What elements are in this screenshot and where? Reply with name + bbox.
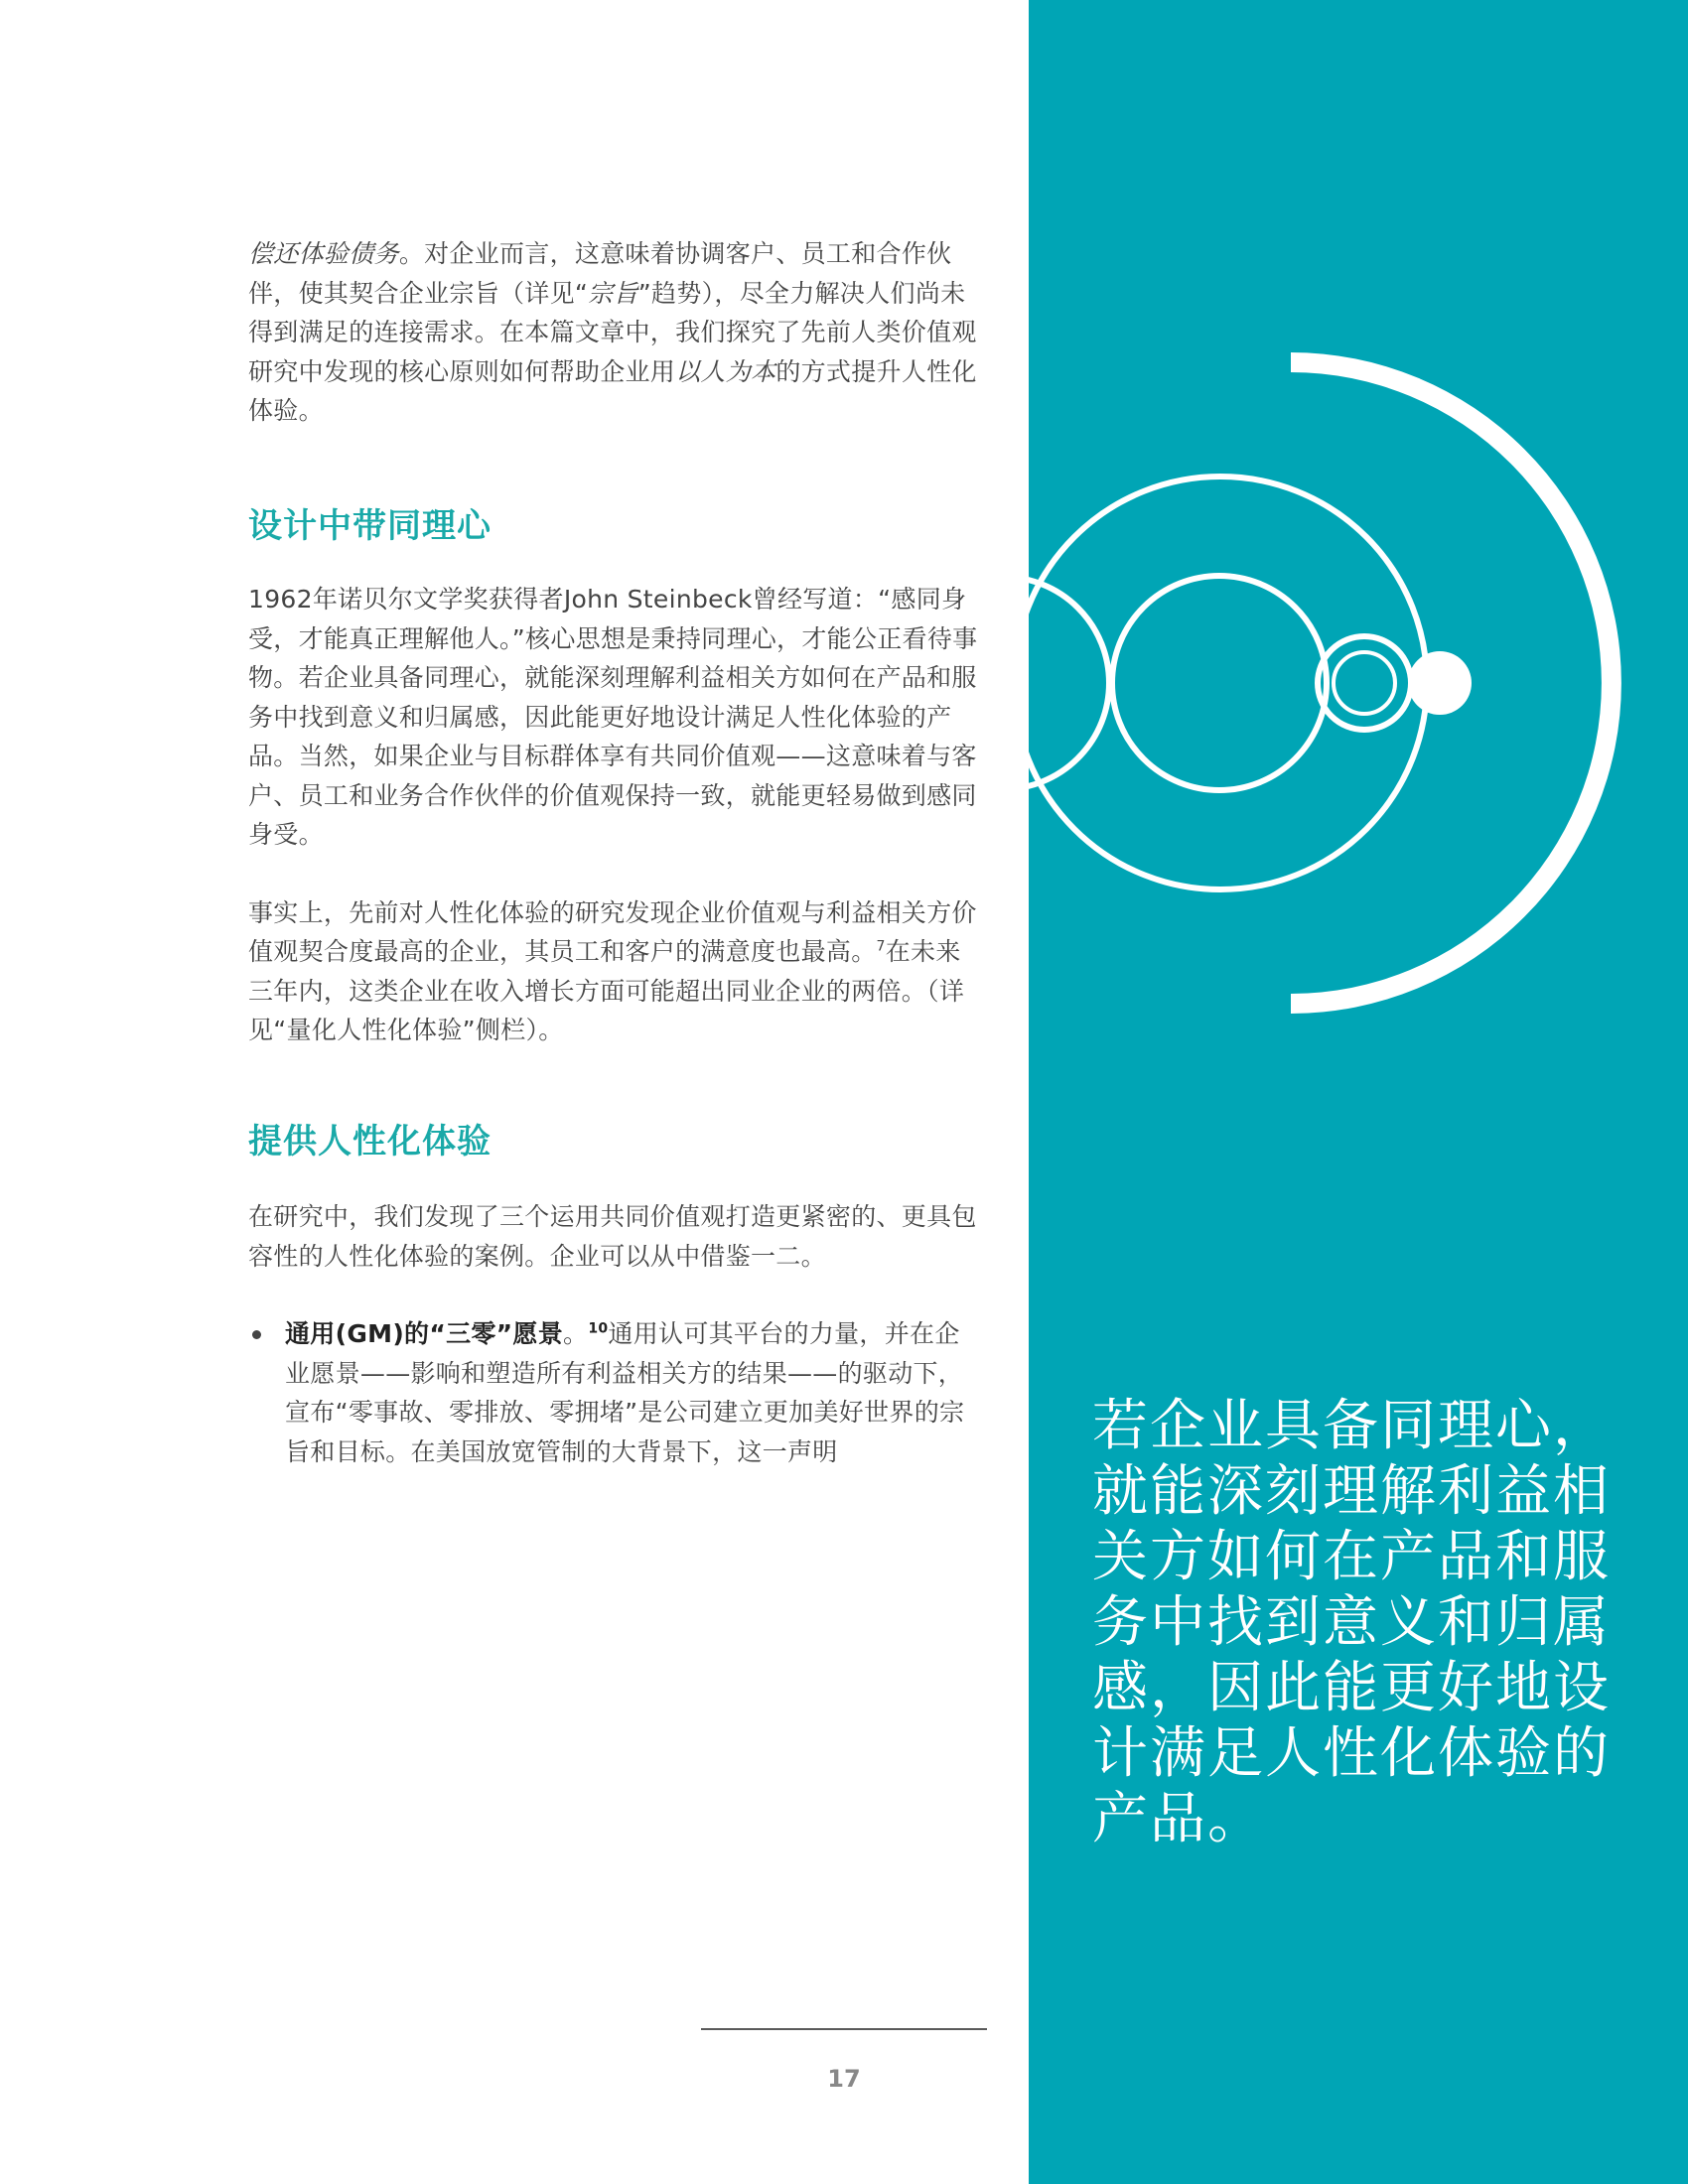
footnote-ref-10: 10 [588, 1320, 609, 1337]
intro-paragraph [248, 234, 983, 431]
empathy-paragraph-2 [248, 893, 983, 1050]
big-circle [1029, 477, 1427, 889]
bullet-bold-title: 通用(GM)的“三零”愿景 [285, 1319, 564, 1348]
human-experience-paragraph: 在研究中，我们发现了三个运用共同价值观打造更紧密的、更具包容性的人性化体验的案例。企业可以从中借鉴一二。 [248, 1202, 977, 1271]
bullet-dot-icon [252, 1330, 261, 1339]
medium-circle [1112, 576, 1327, 790]
inner-ring-circle [1334, 652, 1395, 714]
section-human-experience-body [248, 1197, 983, 1276]
circles-graphic-icon [1029, 0, 1688, 2184]
empathy-paragraph-1: 1962年诺贝尔文学奖获得者John Steinbeck曾经写道：“感同身受，才能真正理解他人。”核心思想是秉持同理心，才能公正看待事物。若企业具备同理心，就能深刻理解利益相关方如何在产品和服务中找到意义和归属感，因此能更好地设计满足人性化体验的产品。当然，如果企业与目标群体享有共同价值观——这意味着与客户、员工和业务合作伙伴的价值观保持一致，就能更轻易做到感同身受。 [248, 585, 978, 849]
intro-text-2: ”趋势），尽全力解决人们尚未得到满足的连接需求。在本篇文章中，我们探究了先前人类价值观研究中发现的核心原则如何帮助企业用 [248, 278, 977, 386]
bullet-body-text: 通用认可其平台的力量，并在企业愿景——影响和塑造所有利益相关方的结果——的驱动下，宣布“零事故、零排放、零拥堵”是公司建立更加美好世界的宗旨和目标。在美国放宽管制的大背景下，这一声明 [285, 1319, 965, 1466]
footer-divider [701, 2028, 987, 2030]
solid-dot-circle [1408, 651, 1472, 715]
intro-text-3: 的方式提升人性化体验。 [248, 356, 977, 425]
section-heading-empathy: 设计中带同理心 [248, 506, 492, 546]
intro-italic-human: 以人为本 [675, 356, 776, 386]
empathy-paragraph-2-text: 事实上，先前对人性化体验的研究发现企业价值观与利益相关方价值观契合度最高的企业，其员工和客户的满意度也最高。 [248, 897, 977, 966]
sidebar-panel [1029, 0, 1688, 2184]
bullet-title-punct: 。 [563, 1319, 589, 1348]
left-edge-circle [1029, 577, 1109, 789]
bullet-text [285, 1314, 973, 1471]
section-heading-human-experience: 提供人性化体验 [248, 1122, 492, 1161]
section-empathy-body [248, 580, 983, 1050]
intro-italic-purpose: 宗旨 [588, 278, 638, 308]
bullet-list-item-gm [248, 1314, 973, 1471]
footnote-ref-7: 7 [876, 938, 886, 955]
intro-text-1: 。对企业而言，这意味着协调客户、员工和合作伙伴，使其契合企业宗旨（详见“ [248, 239, 952, 308]
intro-paragraph-block [248, 234, 983, 431]
pull-quote: 若企业具备同理心，就能深刻理解利益相关方如何在产品和服务中找到意义和归属感，因此能更好地设计满足人性化体验的产品。 [1092, 1394, 1611, 1851]
empathy-paragraph-2-text-cont: 在未来三年内，这类企业在收入增长方面可能超出同业企业的两倍。（详见“量化人性化体验”侧栏）。 [248, 937, 965, 1044]
page-number: 17 [827, 2065, 861, 2093]
intro-italic-lead: 偿还体验债务 [248, 239, 399, 268]
